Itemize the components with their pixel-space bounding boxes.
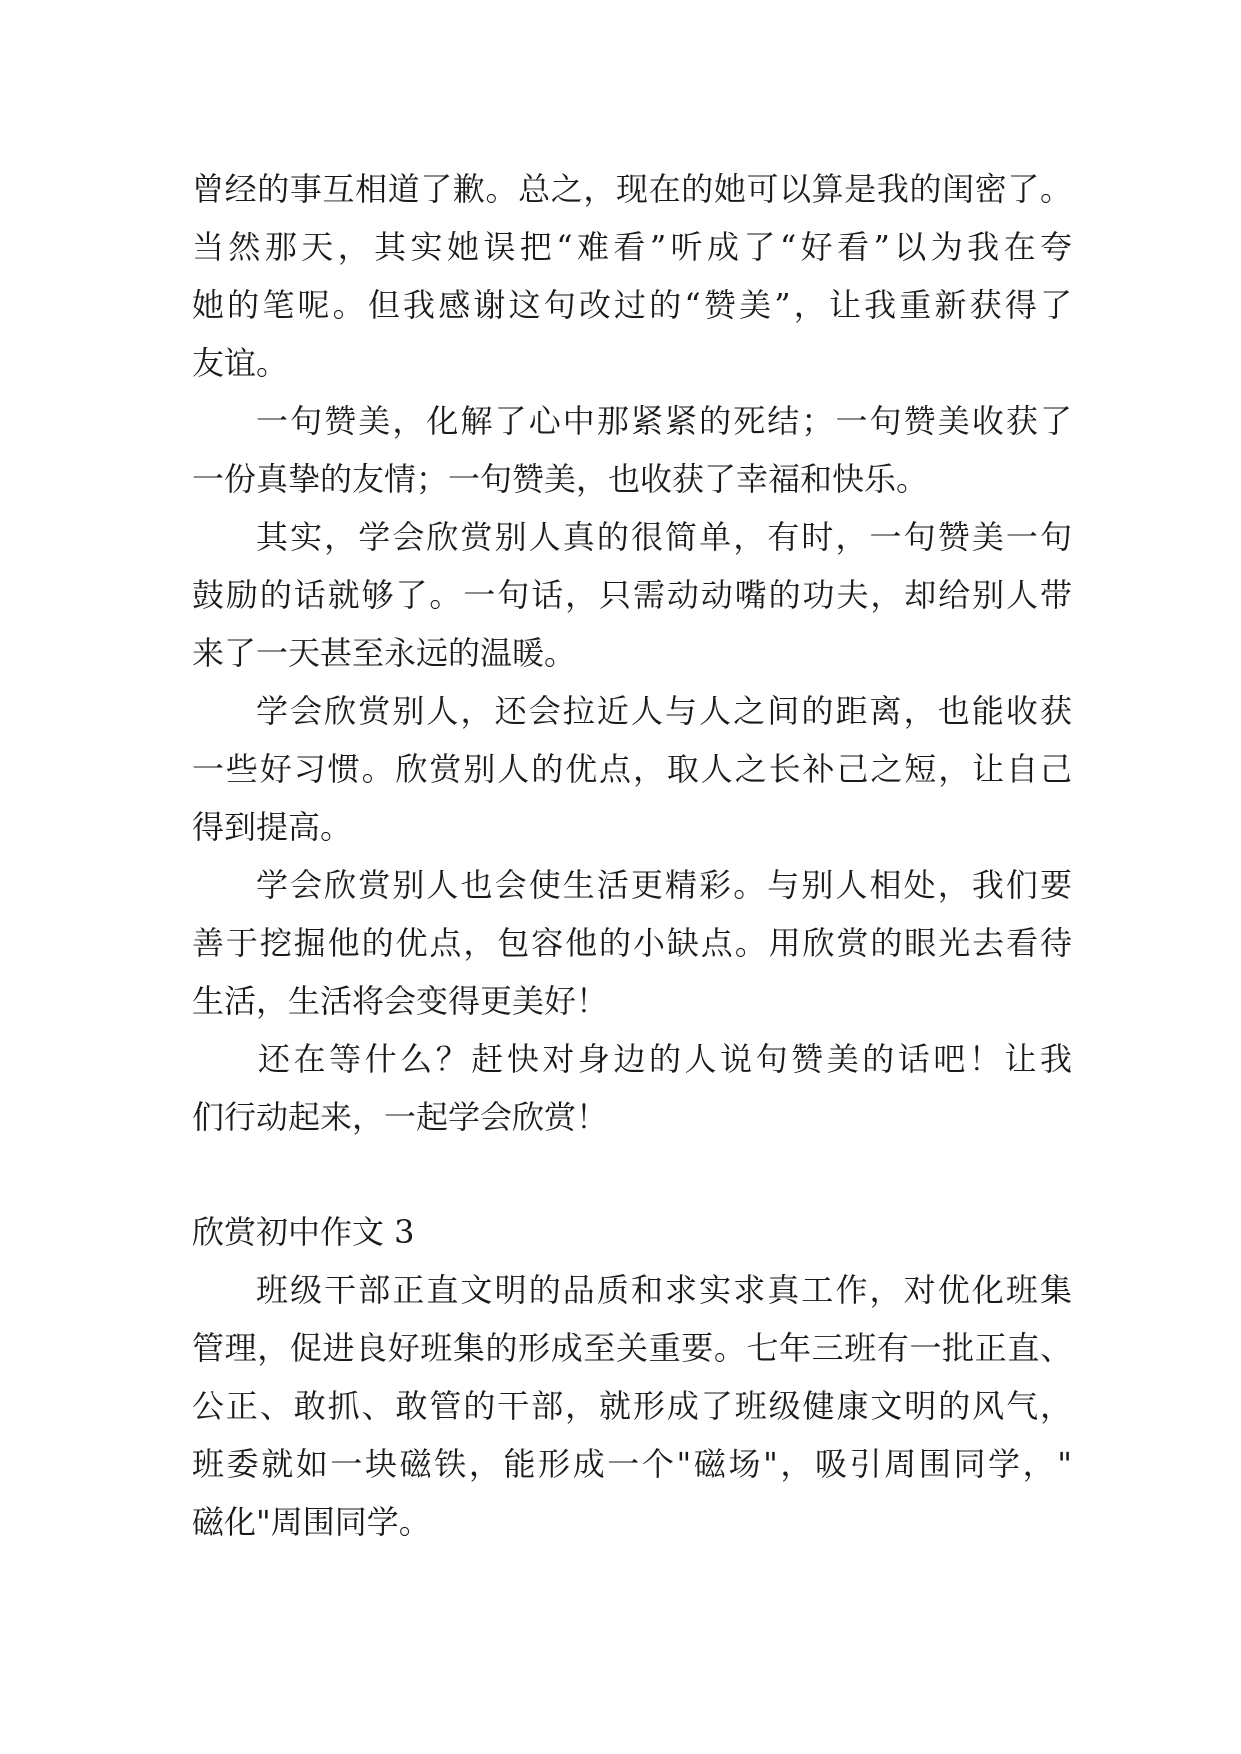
paragraph-line: 一份真挚的友情；一句赞美，也收获了幸福和快乐。 [192,460,929,498]
paragraph-line: 她的笔呢。但我感谢这句改过的“赞美”，让我重新获得了 [192,286,1072,324]
paragraph-line: 友谊。 [192,344,289,382]
paragraph-line: 还在等什么？赶快对身边的人说句赞美的话吧！让我 [258,1040,1072,1078]
paragraph-line: 鼓励的话就够了。一句话，只需动动嘴的功夫，却给别人带 [192,576,1072,614]
paragraph-line: 来了一天甚至永远的温暖。 [192,634,577,672]
section-heading: 欣赏初中作文 3 [192,1213,415,1251]
paragraph-line: 学会欣赏别人也会使生活更精彩。与别人相处，我们要 [256,866,1072,904]
paragraph-line: 曾经的事互相道了歉。总之，现在的她可以算是我的闺密了。 [192,170,1072,208]
paragraph-line: 一句赞美，化解了心中那紧紧的死结；一句赞美收获了 [256,402,1072,440]
paragraph-line: 们行动起来，一起学会欣赏！ [192,1098,609,1136]
paragraph-line: 磁化"周围同学。 [192,1503,431,1541]
paragraph-line: 善于挖掘他的优点，包容他的小缺点。用欣赏的眼光去看待 [192,924,1072,962]
paragraph-line: 一些好习惯。欣赏别人的优点，取人之长补己之短，让自己 [192,750,1072,788]
paragraph-line: 生活，生活将会变得更美好！ [192,982,609,1020]
paragraph-line: 班委就如一块磁铁，能形成一个"磁场"，吸引周围同学，" [192,1445,1072,1483]
paragraph-line: 管理，促进良好班集的形成至关重要。七年三班有一批正直、 [192,1329,1072,1367]
paragraph-line: 其实，学会欣赏别人真的很简单，有时，一句赞美一句 [256,518,1072,556]
paragraph-line: 当然那天，其实她误把“难看”听成了“好看”以为我在夸 [192,228,1072,266]
paragraph-line: 班级干部正直文明的品质和求实求真工作，对优化班集 [256,1271,1072,1309]
paragraph-line: 得到提高。 [192,808,353,846]
paragraph-line: 公正、敢抓、敢管的干部，就形成了班级健康文明的风气， [192,1387,1072,1425]
paragraph-line: 学会欣赏别人，还会拉近人与人之间的距离，也能收获 [256,692,1072,730]
